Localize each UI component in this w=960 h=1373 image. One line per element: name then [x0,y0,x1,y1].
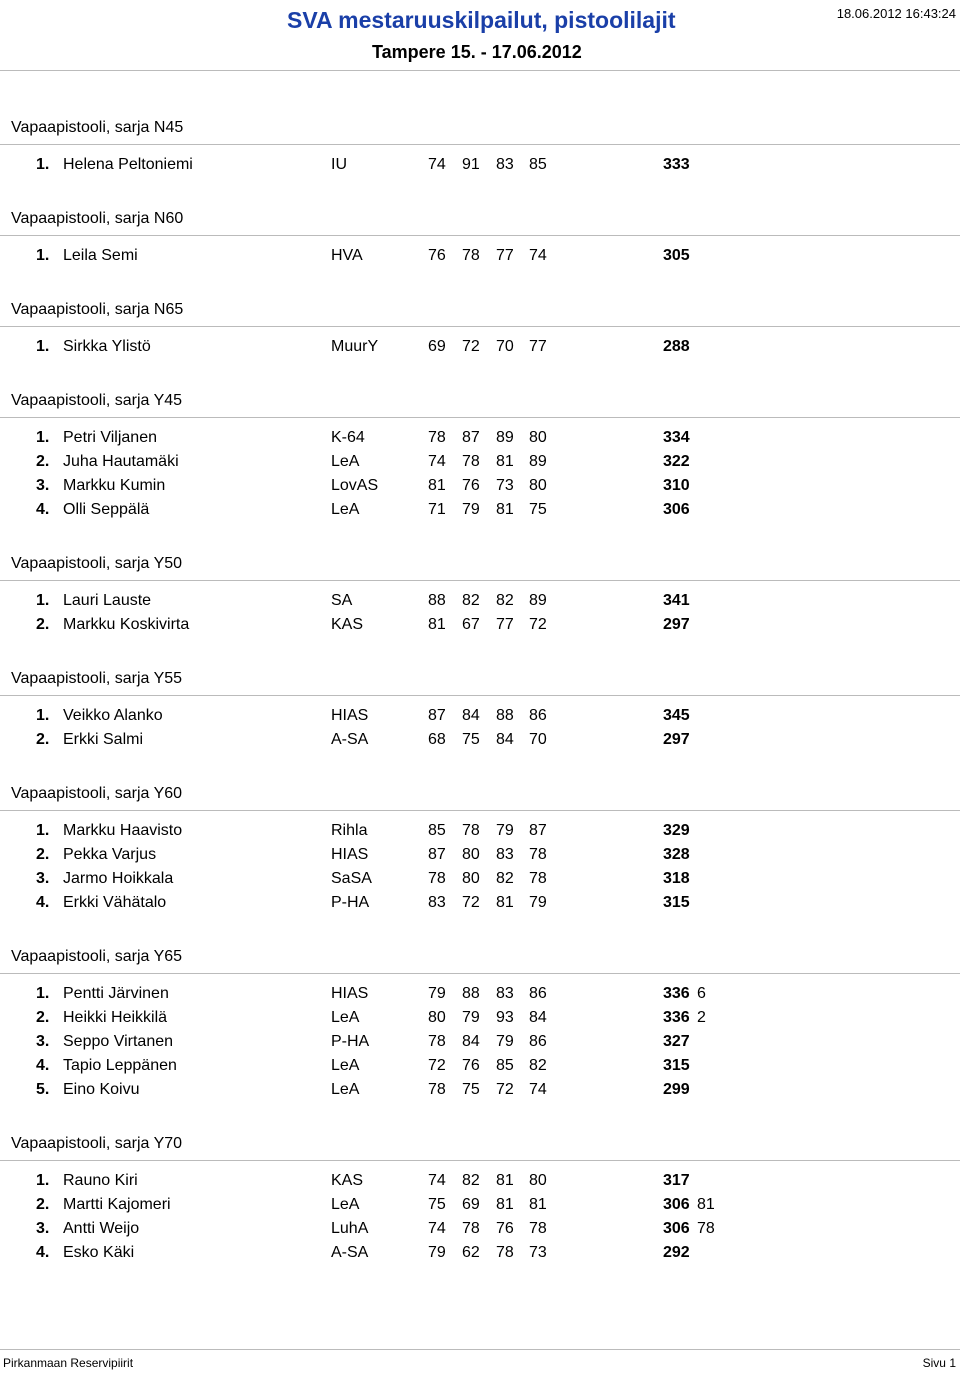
series-score-2: 82 [462,592,480,609]
result-row [0,704,960,728]
series-score-4: 86 [529,1033,547,1050]
series-score-4: 85 [529,156,547,173]
section-spacer [0,1265,960,1291]
series-score-3: 76 [496,1220,514,1237]
shooter-name: Markku Kumin [63,477,166,494]
section-spacer [0,637,960,663]
shooter-name: Seppo Virtanen [63,1033,174,1050]
rank-cell: 2. [36,1196,50,1213]
total-score: 341 [663,592,690,609]
total-score: 306 [663,1196,690,1213]
shooter-name: Rauno Kiri [63,1172,138,1189]
series-score-3: 81 [496,1172,514,1189]
rank-cell: 4. [36,1244,50,1261]
shooter-name: Veikko Alanko [63,707,163,724]
series-score-4: 78 [529,846,547,863]
series-score-4: 78 [529,870,547,887]
series-score-4: 75 [529,501,547,518]
series-score-1: 71 [428,501,446,518]
series-score-3: 89 [496,429,514,446]
series-score-4: 89 [529,453,547,470]
shooter-name: Tapio Leppänen [63,1057,177,1074]
series-score-2: 75 [462,1081,480,1098]
section-title: Vapaapistooli, sarja Y45 [11,392,183,409]
club-cell: LeA [331,501,360,518]
total-score: 334 [663,429,690,446]
section-spacer [0,915,960,941]
result-row [0,1030,960,1054]
rank-cell: 3. [36,477,50,494]
section-spacer [0,1102,960,1128]
result-row [0,843,960,867]
result-row [0,1078,960,1102]
rank-cell: 1. [36,822,50,839]
total-score: 297 [663,616,690,633]
series-score-4: 74 [529,1081,547,1098]
result-row [0,1241,960,1265]
section-header [0,203,960,236]
series-score-1: 78 [428,1081,446,1098]
total-score: 328 [663,846,690,863]
club-cell: SA [331,592,353,609]
series-score-1: 78 [428,429,446,446]
total-score: 315 [663,1057,690,1074]
tiebreak-value: 6 [697,985,706,1002]
series-score-1: 74 [428,156,446,173]
series-score-4: 79 [529,894,547,911]
series-score-3: 93 [496,1009,514,1026]
series-score-4: 73 [529,1244,547,1261]
series-score-3: 88 [496,707,514,724]
total-score: 336 [663,1009,690,1026]
series-score-2: 75 [462,731,480,748]
series-score-2: 72 [462,894,480,911]
result-section [0,1128,960,1291]
result-section [0,294,960,385]
series-score-1: 78 [428,870,446,887]
rank-cell: 3. [36,1220,50,1237]
total-score: 318 [663,870,690,887]
result-section [0,548,960,663]
result-row [0,426,960,450]
rank-cell: 4. [36,501,50,518]
series-score-4: 86 [529,707,547,724]
series-score-3: 72 [496,1081,514,1098]
series-score-1: 74 [428,1220,446,1237]
section-spacer [0,177,960,203]
club-cell: MuurY [331,338,379,355]
total-score: 333 [663,156,690,173]
rank-cell: 1. [36,1172,50,1189]
shooter-name: Leila Semi [63,247,138,264]
series-score-2: 79 [462,1009,480,1026]
result-row [0,589,960,613]
rank-cell: 2. [36,846,50,863]
series-score-3: 81 [496,1196,514,1213]
section-title: Vapaapistooli, sarja Y60 [11,785,183,802]
rank-cell: 4. [36,1057,50,1074]
series-score-3: 83 [496,846,514,863]
series-score-2: 79 [462,501,480,518]
club-cell: LeA [331,1081,360,1098]
series-score-3: 79 [496,822,514,839]
series-score-1: 83 [428,894,446,911]
series-score-4: 70 [529,731,547,748]
result-section [0,663,960,778]
rank-cell: 5. [36,1081,50,1098]
series-score-4: 80 [529,1172,547,1189]
section-spacer [0,359,960,385]
series-score-1: 75 [428,1196,446,1213]
shooter-name: Sirkka Ylistö [63,338,151,355]
total-score: 299 [663,1081,690,1098]
club-cell: HIAS [331,707,369,724]
total-score: 345 [663,707,690,724]
result-row [0,1217,960,1241]
series-score-3: 81 [496,501,514,518]
series-score-2: 76 [462,477,480,494]
club-cell: P-HA [331,1033,370,1050]
series-score-2: 80 [462,846,480,863]
rank-cell: 1. [36,338,50,355]
shooter-name: Juha Hautamäki [63,453,179,470]
total-score: 306 [663,1220,690,1237]
section-title: Vapaapistooli, sarja Y65 [11,948,183,965]
club-cell: LeA [331,1057,360,1074]
result-row [0,982,960,1006]
section-title: Vapaapistooli, sarja Y70 [11,1135,183,1152]
rank-cell: 2. [36,616,50,633]
club-cell: HIAS [331,985,369,1002]
total-score: 297 [663,731,690,748]
series-score-4: 80 [529,429,547,446]
series-score-3: 81 [496,894,514,911]
series-score-2: 69 [462,1196,480,1213]
section-spacer [0,752,960,778]
rank-cell: 1. [36,707,50,724]
section-title: Vapaapistooli, sarja N65 [11,301,184,318]
club-cell: IU [331,156,347,173]
series-score-2: 84 [462,1033,480,1050]
series-score-4: 77 [529,338,547,355]
club-cell: K-64 [331,429,365,446]
shooter-name: Lauri Lauste [63,592,152,609]
rank-cell: 1. [36,156,50,173]
rank-cell: 3. [36,1033,50,1050]
series-score-3: 79 [496,1033,514,1050]
club-cell: LeA [331,1196,360,1213]
series-score-4: 86 [529,985,547,1002]
series-score-4: 78 [529,1220,547,1237]
result-section [0,203,960,294]
series-score-1: 87 [428,707,446,724]
result-row [0,244,960,268]
club-cell: LuhA [331,1220,369,1237]
series-score-2: 78 [462,1220,480,1237]
series-score-4: 81 [529,1196,547,1213]
shooter-name: Erkki Vähätalo [63,894,167,911]
shooter-name: Markku Haavisto [63,822,183,839]
total-score: 329 [663,822,690,839]
shooter-name: Pentti Järvinen [63,985,169,1002]
club-cell: Rihla [331,822,368,839]
series-score-2: 78 [462,453,480,470]
shooter-name: Petri Viljanen [63,429,157,446]
series-score-2: 88 [462,985,480,1002]
series-score-1: 74 [428,1172,446,1189]
result-section [0,778,960,941]
total-score: 305 [663,247,690,264]
club-cell: KAS [331,1172,364,1189]
series-score-2: 62 [462,1244,480,1261]
results-list [0,112,960,1291]
series-score-1: 81 [428,477,446,494]
series-score-1: 72 [428,1057,446,1074]
result-row [0,498,960,522]
section-header [0,112,960,145]
section-header [0,778,960,811]
series-score-4: 82 [529,1057,547,1074]
shooter-name: Esko Käki [63,1244,135,1261]
series-score-3: 77 [496,247,514,264]
shooter-name: Olli Seppälä [63,501,150,518]
section-header [0,1128,960,1161]
page-subtitle: Tampere 15. - 17.06.2012 [372,42,582,62]
series-score-3: 73 [496,477,514,494]
shooter-name: Pekka Varjus [63,846,157,863]
print-timestamp: 18.06.2012 16:43:24 [836,6,956,21]
series-score-3: 78 [496,1244,514,1261]
section-spacer [0,522,960,548]
series-score-1: 74 [428,453,446,470]
rank-cell: 1. [36,985,50,1002]
shooter-name: Erkki Salmi [63,731,144,748]
shooter-name: Markku Koskivirta [63,616,190,633]
total-score: 306 [663,501,690,518]
total-score: 315 [663,894,690,911]
series-score-2: 80 [462,870,480,887]
section-title: Vapaapistooli, sarja Y55 [11,670,183,687]
tiebreak-value: 2 [697,1009,706,1026]
footer-page-number: Sivu 1 [922,1356,956,1370]
section-header [0,385,960,418]
shooter-name: Jarmo Hoikkala [63,870,174,887]
page-title: SVA mestaruuskilpailut, pistoolilajit [287,7,676,33]
series-score-4: 84 [529,1009,547,1026]
result-row [0,1169,960,1193]
tiebreak-value: 78 [697,1220,715,1237]
shooter-name: Martti Kajomeri [63,1196,171,1213]
rank-cell: 1. [36,247,50,264]
total-score: 288 [663,338,690,355]
series-score-2: 76 [462,1057,480,1074]
result-row [0,613,960,637]
result-row [0,867,960,891]
page-header [0,0,960,71]
rank-cell: 3. [36,870,50,887]
shooter-name: Eino Koivu [63,1081,140,1098]
result-row [0,1193,960,1217]
series-score-1: 79 [428,1244,446,1261]
result-row [0,1006,960,1030]
series-score-3: 82 [496,592,514,609]
series-score-1: 85 [428,822,446,839]
series-score-1: 79 [428,985,446,1002]
club-cell: HVA [331,247,363,264]
series-score-1: 81 [428,616,446,633]
shooter-name: Antti Weijo [63,1220,140,1237]
club-cell: P-HA [331,894,370,911]
page-footer [0,1349,960,1373]
section-header [0,663,960,696]
series-score-4: 80 [529,477,547,494]
series-score-3: 81 [496,453,514,470]
rank-cell: 4. [36,894,50,911]
series-score-2: 87 [462,429,480,446]
club-cell: SaSA [331,870,372,887]
series-score-3: 77 [496,616,514,633]
series-score-1: 76 [428,247,446,264]
section-header [0,294,960,327]
series-score-2: 82 [462,1172,480,1189]
series-score-1: 68 [428,731,446,748]
series-score-4: 87 [529,822,547,839]
club-cell: LovAS [331,477,379,494]
series-score-2: 91 [462,156,480,173]
section-header [0,941,960,974]
series-score-1: 87 [428,846,446,863]
result-row [0,728,960,752]
club-cell: A-SA [331,1244,369,1261]
tiebreak-value: 81 [697,1196,715,1213]
result-row [0,819,960,843]
series-score-2: 84 [462,707,480,724]
result-section [0,112,960,203]
footer-organizer: Pirkanmaan Reservipiirit [3,1356,134,1370]
result-row [0,153,960,177]
result-row [0,891,960,915]
total-score: 292 [663,1244,690,1261]
club-cell: LeA [331,1009,360,1026]
club-cell: LeA [331,453,360,470]
series-score-4: 72 [529,616,547,633]
section-header [0,548,960,581]
result-section [0,941,960,1128]
series-score-3: 82 [496,870,514,887]
result-section [0,385,960,548]
total-score: 327 [663,1033,690,1050]
series-score-2: 78 [462,247,480,264]
result-row [0,335,960,359]
rank-cell: 1. [36,592,50,609]
club-cell: KAS [331,616,364,633]
series-score-1: 88 [428,592,446,609]
section-spacer [0,268,960,294]
series-score-2: 72 [462,338,480,355]
club-cell: HIAS [331,846,369,863]
series-score-3: 83 [496,985,514,1002]
series-score-3: 85 [496,1057,514,1074]
total-score: 317 [663,1172,690,1189]
result-row [0,474,960,498]
series-score-1: 69 [428,338,446,355]
total-score: 322 [663,453,690,470]
total-score: 336 [663,985,690,1002]
rank-cell: 2. [36,731,50,748]
series-score-2: 67 [462,616,480,633]
series-score-3: 84 [496,731,514,748]
series-score-3: 83 [496,156,514,173]
section-title: Vapaapistooli, sarja Y50 [11,555,183,572]
series-score-1: 78 [428,1033,446,1050]
section-title: Vapaapistooli, sarja N60 [11,210,184,227]
series-score-3: 70 [496,338,514,355]
shooter-name: Helena Peltoniemi [63,156,193,173]
series-score-4: 74 [529,247,547,264]
rank-cell: 1. [36,429,50,446]
section-title: Vapaapistooli, sarja N45 [11,119,184,136]
rank-cell: 2. [36,1009,50,1026]
series-score-4: 89 [529,592,547,609]
result-row [0,450,960,474]
series-score-1: 80 [428,1009,446,1026]
total-score: 310 [663,477,690,494]
result-row [0,1054,960,1078]
club-cell: A-SA [331,731,369,748]
rank-cell: 2. [36,453,50,470]
series-score-2: 78 [462,822,480,839]
shooter-name: Heikki Heikkilä [63,1009,168,1026]
